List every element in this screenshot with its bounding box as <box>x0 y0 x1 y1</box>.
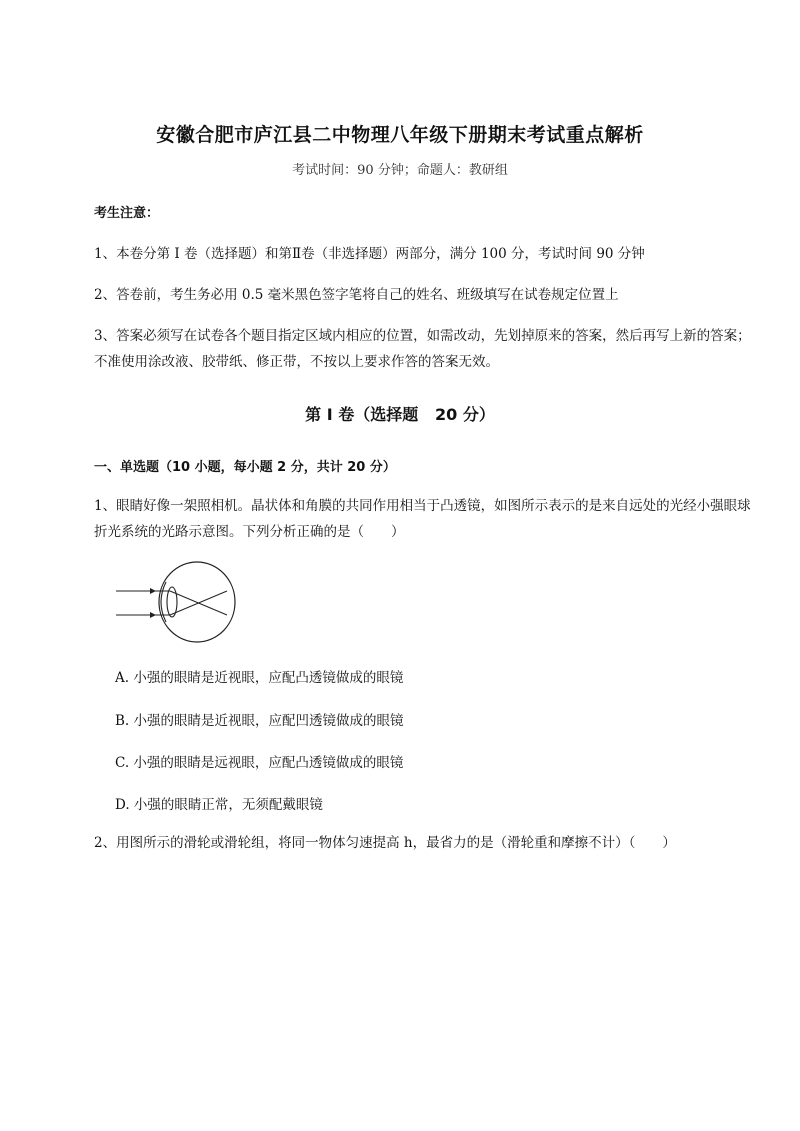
question-2-stem: 2、用图所示的滑轮或滑轮组，将同一物体匀速提高 h，最省力的是（滑轮重和摩擦不计）（ ） <box>94 835 676 851</box>
question-1-option-a: A. 小强的眼睛是近视眼，应配凸透镜做成的眼镜 <box>115 670 404 686</box>
part-heading: 一、单选题（10 小题，每小题 2 分，共计 20 分） <box>94 460 396 475</box>
notice-item-2: 2、答卷前，考生务必用 0.5 毫米黑色签字笔将自己的姓名、班级填写在试卷规定位置上 <box>94 287 619 303</box>
question-1-stem: 1、眼睛好像一架照相机。晶状体和角膜的共同作用相当于凸透镜，如图所示表示的是来自远处的光经小强眼球折光系统的光路示意图。下列分析正确的是（ ） <box>94 498 751 540</box>
section-title: 第 I 卷（选择题 20 分） <box>305 405 495 424</box>
notice-heading: 考生注意： <box>94 206 160 221</box>
eye-ray-diagram-icon <box>112 560 242 645</box>
page-title: 安徽合肥市庐江县二中物理八年级下册期末考试重点解析 <box>156 124 644 146</box>
question-1-option-b: B. 小强的眼睛是近视眼，应配凹透镜做成的眼镜 <box>115 713 404 729</box>
question-1-option-c: C. 小强的眼睛是远视眼，应配凸透镜做成的眼镜 <box>115 755 404 771</box>
page-subtitle: 考试时间：90 分钟；命题人：教研组 <box>292 163 508 178</box>
question-1-option-d: D. 小强的眼睛正常，无须配戴眼镜 <box>115 797 323 813</box>
notice-item-3: 3、答案必须写在试卷各个题目指定区域内相应的位置，如需改动，先划掉原来的答案，然后再写上新的答案；不准使用涂改液、胶带纸、修正带，不按以上要求作答的答案无效。 <box>94 328 751 370</box>
notice-item-1: 1、本卷分第 I 卷（选择题）和第Ⅱ卷（非选择题）两部分，满分 100 分，考试时间 90 分钟 <box>94 246 645 262</box>
